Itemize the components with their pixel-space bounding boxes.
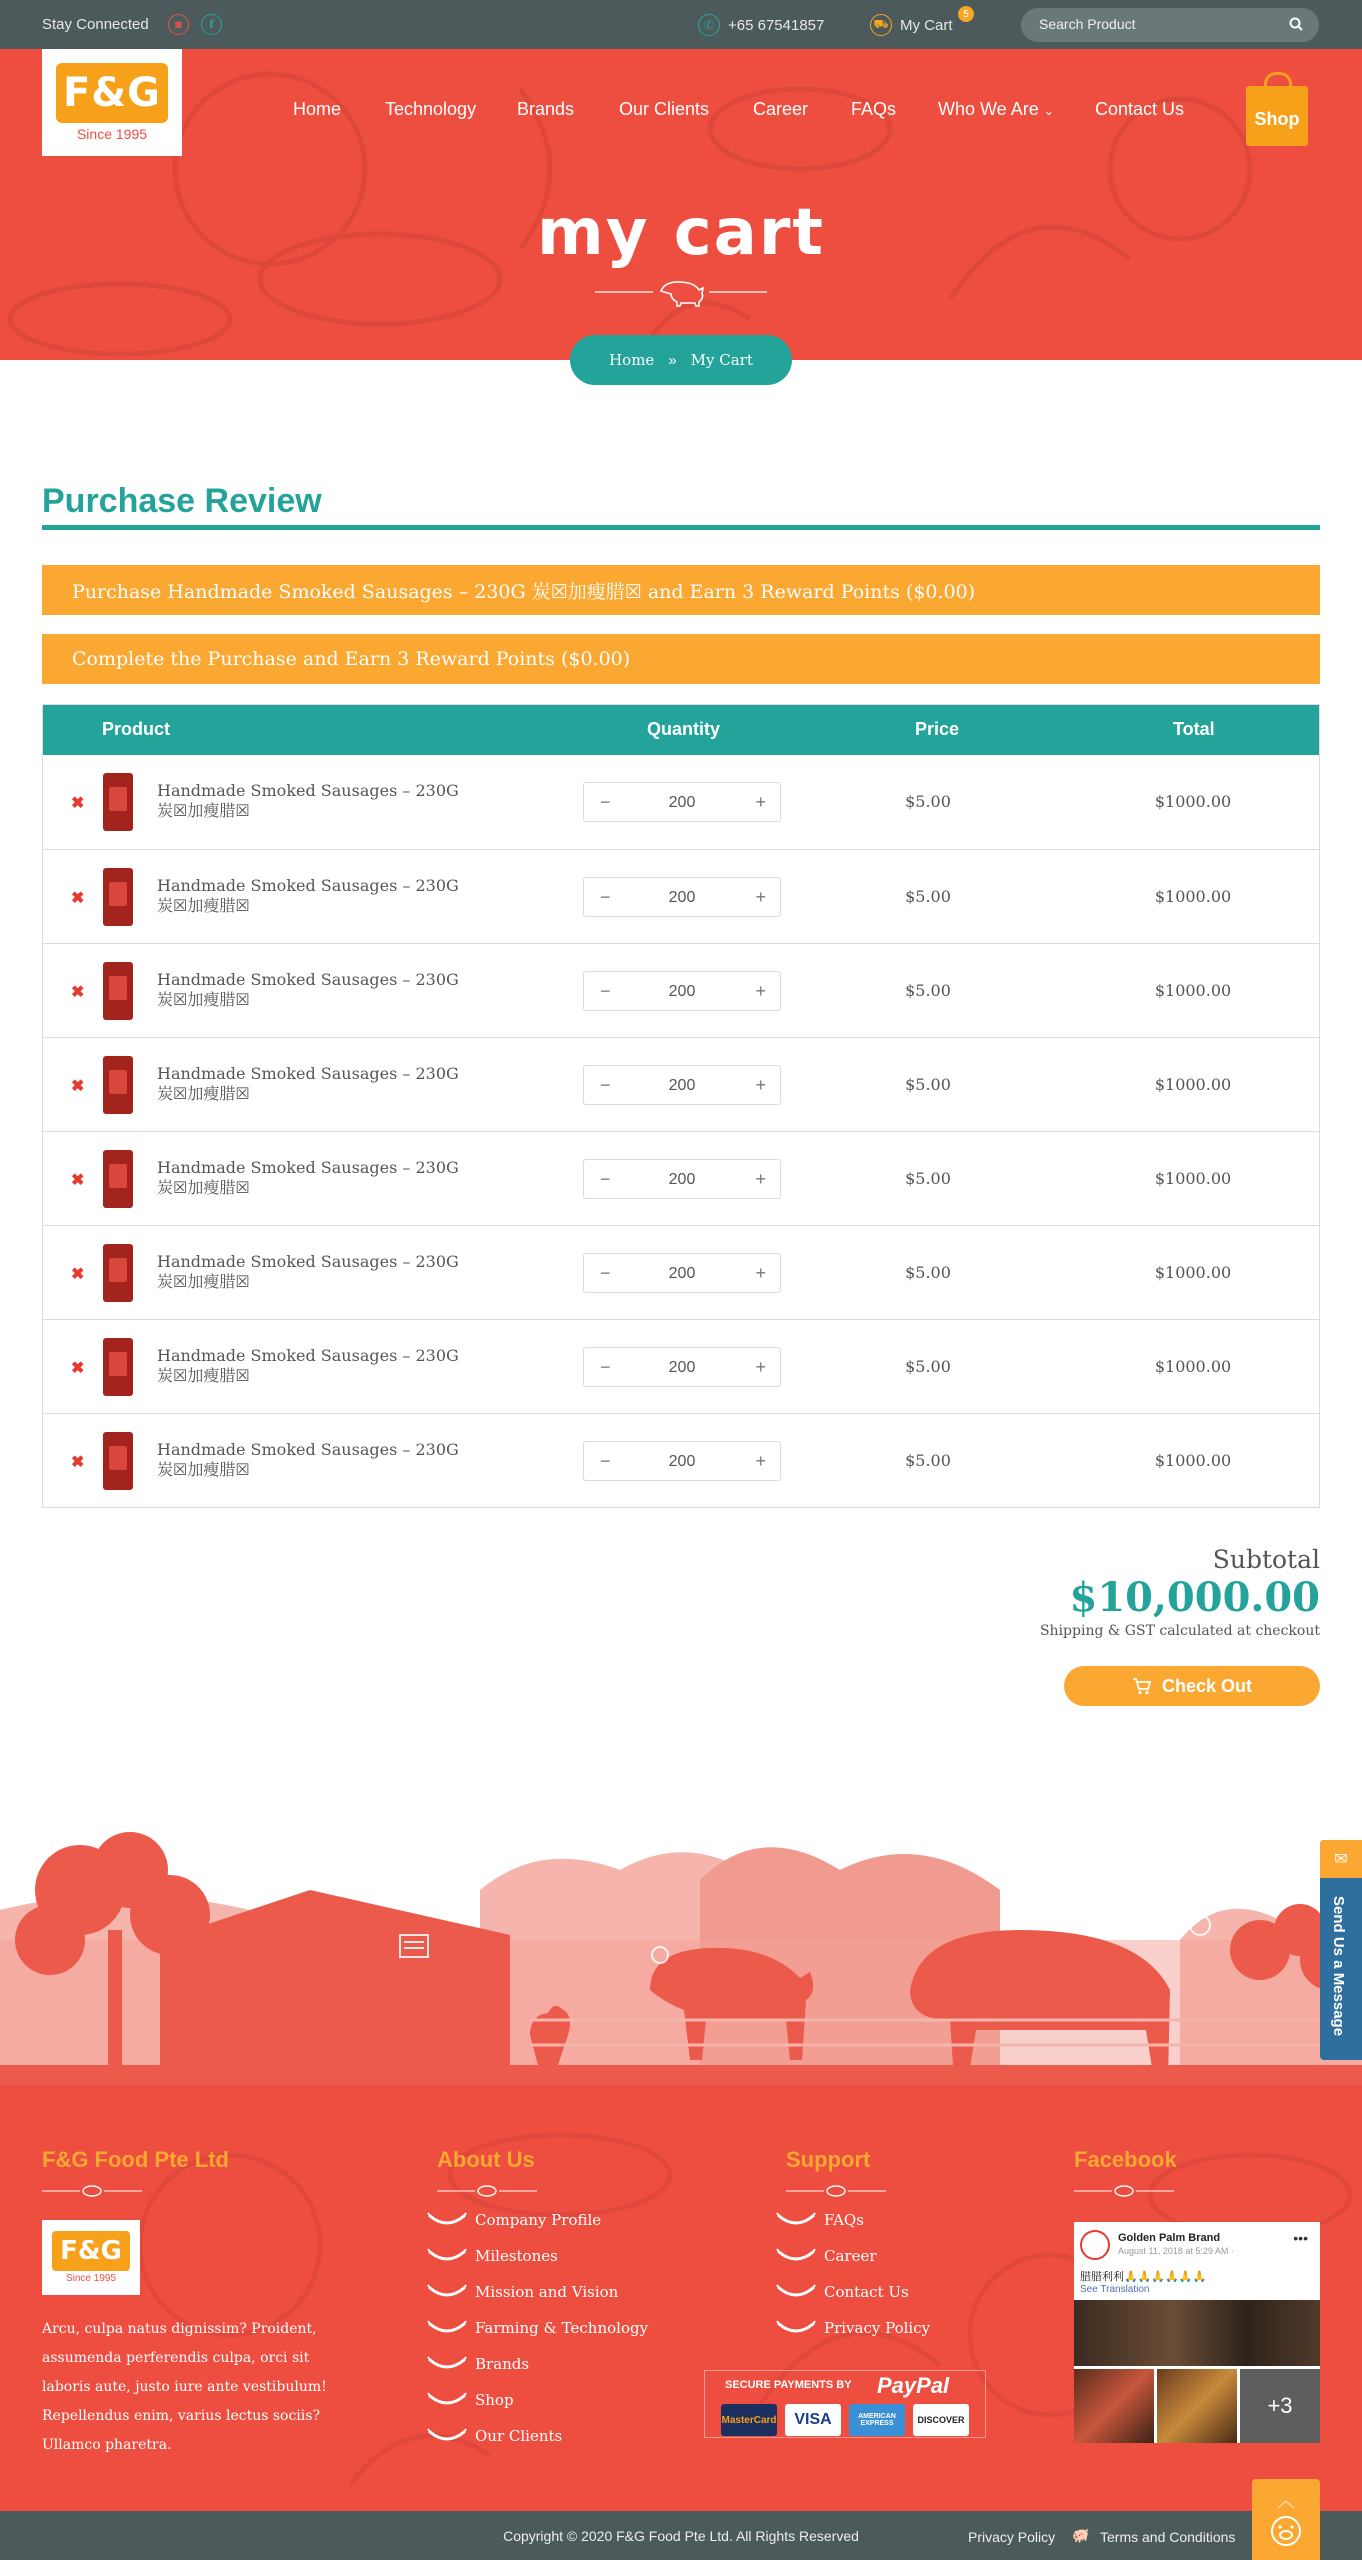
about-link-label: Milestones [475,2247,558,2265]
cart-rows [43,755,1319,1507]
nav-our-clients[interactable]: Our Clients [619,99,710,119]
footer-logo-since: Since 1995 [65,2273,117,2284]
search-input[interactable] [1039,16,1279,32]
quantity-decrease-button[interactable]: − [600,887,611,907]
fb-more-photos[interactable]: +3 [1240,2369,1320,2443]
item-price: $5.00 [905,1169,951,1188]
facebook-post-header [1080,2228,1314,2268]
about-link-label: Mission and Vision [475,2283,619,2301]
item-total: $1000.00 [1154,1263,1232,1282]
header-quantity: Quantity [647,719,721,739]
item-price: $5.00 [905,792,951,811]
facebook-icon[interactable]: f [201,14,222,35]
table-row [43,849,1319,943]
table-row [43,1037,1319,1131]
sausage-icon [427,2390,467,2410]
quantity-stepper [583,1441,781,1481]
pig-divider-icon [42,2183,142,2199]
item-price: $5.00 [905,1451,951,1470]
quantity-increase-button[interactable]: + [755,1075,766,1095]
logo-mark: F&G [56,63,168,123]
quantity-input[interactable]: 200 [668,794,696,811]
mastercard-logo: MasterCard [721,2404,777,2436]
nav-technology[interactable]: Technology [385,99,477,119]
product-name-line1: Handmade Smoked Sausages – 230G [157,1440,459,1459]
quantity-decrease-button[interactable]: − [600,981,611,1001]
nav-who-we-are-label: Who We Are [938,99,1039,119]
quantity-increase-button[interactable]: + [755,1451,766,1471]
sausage-icon [776,2210,816,2230]
hero-banner [0,49,1362,360]
footer-logo-mark: F&G [52,2231,130,2271]
footer [0,2085,1362,2511]
back-to-top-button[interactable] [1252,2479,1320,2560]
pig-divider-icon [786,2183,886,2199]
product-name[interactable] [157,1158,467,1198]
support-link-label: FAQs [824,2211,864,2229]
about-link-label: Our Clients [475,2427,563,2445]
support-link[interactable] [776,2246,877,2266]
checkout-button[interactable] [1064,1666,1320,1706]
fb-post-text: 腊腊利利🙏🙏🙏🙏🙏🙏 [1080,2271,1207,2283]
nav-who-we-are[interactable] [938,99,1054,120]
breadcrumb-home[interactable]: Home [609,351,655,369]
discover-logo: DISCOVER [913,2404,969,2436]
table-row [43,1225,1319,1319]
item-total: $1000.00 [1154,887,1232,906]
fb-post-image[interactable] [1157,2369,1237,2443]
quantity-stepper [583,1253,781,1293]
sausage-icon [427,2246,467,2266]
quantity-input[interactable]: 200 [668,1359,696,1376]
about-link[interactable] [427,2390,514,2410]
farm-illustration [0,1820,1362,2085]
page-title: my cart [537,196,825,270]
remove-item-icon[interactable]: ✖ [71,984,85,1001]
pig-divider-icon [595,277,767,307]
product-name[interactable] [157,1064,467,1104]
about-link[interactable] [427,2246,558,2266]
item-price: $5.00 [905,981,951,1000]
table-row [43,1413,1319,1507]
item-total: $1000.00 [1154,1075,1232,1094]
item-total: $1000.00 [1154,981,1232,1000]
quantity-increase-button[interactable]: + [755,792,766,812]
breadcrumb-separator: » [668,351,677,369]
quantity-stepper [583,1347,781,1387]
header-price: Price [915,719,960,739]
about-link-label: Farming & Technology [475,2319,649,2337]
cart-icon: ⛟ [870,14,892,36]
product-name[interactable] [157,1252,467,1292]
phone-link[interactable] [698,14,824,36]
item-total: $1000.00 [1154,1451,1232,1470]
about-link[interactable] [427,2318,648,2338]
item-total: $1000.00 [1154,792,1232,811]
item-price: $5.00 [905,1357,951,1376]
remove-item-icon[interactable]: ✖ [71,1266,85,1283]
item-total: $1000.00 [1154,1169,1232,1188]
product-name[interactable] [157,781,467,821]
pig-face-icon [1264,2513,1308,2547]
sausage-icon [427,2426,467,2446]
copyright-bar [0,2511,1362,2560]
quantity-increase-button[interactable]: + [755,1357,766,1377]
shipping-note: Shipping & GST calculated at checkout [1039,1623,1320,1639]
quantity-increase-button[interactable]: + [755,887,766,907]
terms-link[interactable]: Terms and Conditions [1100,2529,1236,2545]
envelope-icon: ✉ [1320,1840,1362,1878]
item-total: $1000.00 [1154,1357,1232,1376]
product-name-line2: 炭☒加瘦腊☒ [157,990,250,1009]
product-name[interactable] [157,1346,467,1386]
fb-see-translation[interactable]: See Translation [1080,2284,1150,2295]
logo[interactable] [42,49,182,156]
about-link-label: Brands [475,2355,530,2373]
shop-label: Shop [1254,108,1300,129]
send-message-tab[interactable] [1320,1840,1362,2060]
table-row [43,755,1319,849]
support-link-label: Privacy Policy [824,2319,931,2337]
nav-contact-us[interactable]: Contact Us [1095,99,1185,119]
about-link[interactable] [427,2210,601,2230]
remove-item-icon[interactable]: ✖ [71,1172,85,1189]
logo-since: Since 1995 [76,126,148,142]
nav-home[interactable]: Home [293,99,342,119]
sausage-icon [427,2354,467,2374]
item-price: $5.00 [905,887,951,906]
my-cart-link[interactable] [870,8,969,36]
quantity-increase-button[interactable]: + [755,1263,766,1283]
company-description: Arcu, culpa natus dignissim? Proident, assumenda perferendis culpa, orci sit laboris aute, justo iure ante vestibulum! Repellendus enim, varius lectus sociis? Ullamco pharetra. [42,2321,327,2453]
copyright-text: Copyright © 2020 F&G Food Pte Ltd. All Rights Reserved [503,2528,859,2544]
pig-icon: 🐖 [1072,2527,1090,2543]
more-options-icon[interactable]: ••• [1293,2230,1308,2246]
support-link[interactable] [776,2282,909,2302]
product-name-line1: Handmade Smoked Sausages – 230G [157,1158,459,1177]
support-link[interactable] [776,2318,930,2338]
quantity-stepper [583,1159,781,1199]
sausage-icon [427,2318,467,2338]
sausage-icon [776,2318,816,2338]
table-row [43,1319,1319,1413]
header-total: Total [1173,719,1215,739]
sausage-icon [427,2282,467,2302]
product-thumbnail[interactable] [103,773,133,831]
cart-table [42,704,1320,1508]
remove-item-icon[interactable]: ✖ [71,1078,85,1095]
quantity-stepper [583,1065,781,1105]
phone-number: +65 67541857 [728,16,825,34]
secure-payments-box [704,2370,986,2438]
product-name-line1: Handmade Smoked Sausages – 230G [157,970,459,989]
quantity-decrease-button[interactable]: − [600,1169,611,1189]
quantity-increase-button[interactable]: + [755,1169,766,1189]
breadcrumb-current: My Cart [690,351,753,369]
privacy-policy-link[interactable]: Privacy Policy [968,2529,1056,2545]
product-thumbnail[interactable] [103,1338,133,1396]
product-thumbnail[interactable] [103,1056,133,1114]
product-name-line1: Handmade Smoked Sausages – 230G [157,1252,459,1271]
shop-bag-button[interactable] [1246,86,1308,146]
header-product: Product [102,719,171,739]
checkout-label: Check Out [1161,1675,1253,1696]
breadcrumb [570,335,792,385]
remove-item-icon[interactable]: ✖ [71,1454,85,1471]
chevron-down-icon: ⌄ [1043,104,1054,118]
about-title: About Us [437,2147,535,2172]
about-link-label: Shop [475,2391,514,2409]
subtotal-label: Subtotal [1212,1545,1320,1574]
product-name-line1: Handmade Smoked Sausages – 230G [157,781,459,800]
table-row [43,943,1319,1037]
amex-logo: AMERICAN EXPRESS [849,2404,905,2436]
quantity-stepper [583,782,781,822]
cart-count-badge: 5 [958,6,974,22]
product-name[interactable] [157,876,467,916]
product-name[interactable] [157,970,467,1010]
product-name-line2: 炭☒加瘦腊☒ [157,1460,250,1479]
avatar [1080,2230,1110,2260]
secure-payments-label: SECURE PAYMENTS BY [725,2379,852,2391]
sausage-icon [776,2282,816,2302]
my-cart-label: My Cart [900,16,953,34]
quantity-increase-button[interactable]: + [755,981,766,1001]
quantity-input[interactable]: 200 [668,1453,696,1470]
product-name-line1: Handmade Smoked Sausages – 230G [157,1346,459,1365]
product-name-line2: 炭☒加瘦腊☒ [157,1084,250,1103]
product-name-line2: 炭☒加瘦腊☒ [157,1178,250,1197]
title-underline [42,525,1320,530]
fb-page-name[interactable]: Golden Palm Brand [1118,2232,1221,2244]
product-thumbnail[interactable] [103,1432,133,1490]
support-title: Support [786,2147,871,2172]
quantity-decrease-button[interactable]: − [600,1263,611,1283]
product-name[interactable] [157,1440,467,1480]
instagram-icon[interactable]: ◙ [168,14,189,35]
product-thumbnail[interactable] [103,1244,133,1302]
reward-notice: Purchase Handmade Smoked Sausages – 230G 炭☒加瘦腊☒ and Earn 3 Reward Points ($0.00) [42,565,1320,615]
about-link-label: Company Profile [475,2211,602,2229]
quantity-input[interactable]: 200 [668,1171,696,1188]
nav-brands[interactable]: Brands [517,99,575,119]
product-name-line2: 炭☒加瘦腊☒ [157,896,250,915]
fb-post-date: August 11, 2018 at 5:29 AM · [1118,2246,1234,2256]
facebook-title: Facebook [1074,2147,1177,2172]
nav-faqs[interactable]: FAQs [851,99,897,119]
product-thumbnail[interactable] [103,962,133,1020]
quantity-decrease-button[interactable]: − [600,1357,611,1377]
about-link[interactable] [427,2426,562,2446]
quantity-stepper [583,971,781,1011]
phone-icon: ✆ [698,14,720,36]
company-title: F&G Food Pte Ltd [42,2147,229,2172]
facebook-feed-widget[interactable] [1074,2222,1320,2443]
support-link-label: Career [824,2247,877,2265]
quantity-input[interactable]: 200 [668,983,696,1000]
cart-table-header [43,705,1319,755]
chevron-up-icon: ︿ [1277,2491,1295,2511]
product-name-line1: Handmade Smoked Sausages – 230G [157,1064,459,1083]
stay-connected-label: Stay Connected [42,16,149,33]
reward-notice: Complete the Purchase and Earn 3 Reward Points ($0.00) [42,634,1320,684]
support-link[interactable] [776,2210,864,2230]
item-price: $5.00 [905,1075,951,1094]
pig-divider-icon [1074,2183,1174,2199]
product-thumbnail[interactable] [103,1150,133,1208]
quantity-input[interactable]: 200 [668,889,696,906]
product-name-line2: 炭☒加瘦腊☒ [157,801,250,820]
send-message-label: Send Us a Message [1330,1896,1347,2037]
footer-logo[interactable] [42,2220,140,2295]
sausage-icon [776,2246,816,2266]
cart-icon [1132,1677,1152,1695]
subtotal-value: $10,000.00 [1069,1574,1320,1621]
quantity-stepper [583,877,781,917]
quantity-input[interactable]: 200 [668,1077,696,1094]
search-icon[interactable] [1289,17,1303,34]
product-name-line2: 炭☒加瘦腊☒ [157,1272,250,1291]
top-bar [0,0,1362,49]
about-link[interactable] [427,2282,618,2302]
support-link-label: Contact Us [824,2283,909,2301]
quantity-decrease-button[interactable]: − [600,1075,611,1095]
product-thumbnail[interactable] [103,868,133,926]
table-row [43,1131,1319,1225]
product-name-line1: Handmade Smoked Sausages – 230G [157,876,459,895]
fb-post-image[interactable] [1074,2300,1320,2366]
sausage-icon [427,2210,467,2230]
purchase-review-title: Purchase Review [42,482,322,520]
about-link[interactable] [427,2354,529,2374]
product-name-line2: 炭☒加瘦腊☒ [157,1366,250,1385]
item-price: $5.00 [905,1263,951,1282]
visa-logo: VISA [785,2404,841,2436]
quantity-input[interactable]: 200 [668,1265,696,1282]
quantity-decrease-button[interactable]: − [600,792,611,812]
pig-divider-icon [437,2183,537,2199]
search-box [1021,8,1319,42]
fb-post-image[interactable] [1074,2369,1154,2443]
remove-item-icon[interactable]: ✖ [71,890,85,907]
quantity-decrease-button[interactable]: − [600,1451,611,1471]
remove-item-icon[interactable]: ✖ [71,795,85,812]
nav-career[interactable]: Career [753,99,809,119]
paypal-logo: PayPal [877,2373,950,2398]
remove-item-icon[interactable]: ✖ [71,1360,85,1377]
